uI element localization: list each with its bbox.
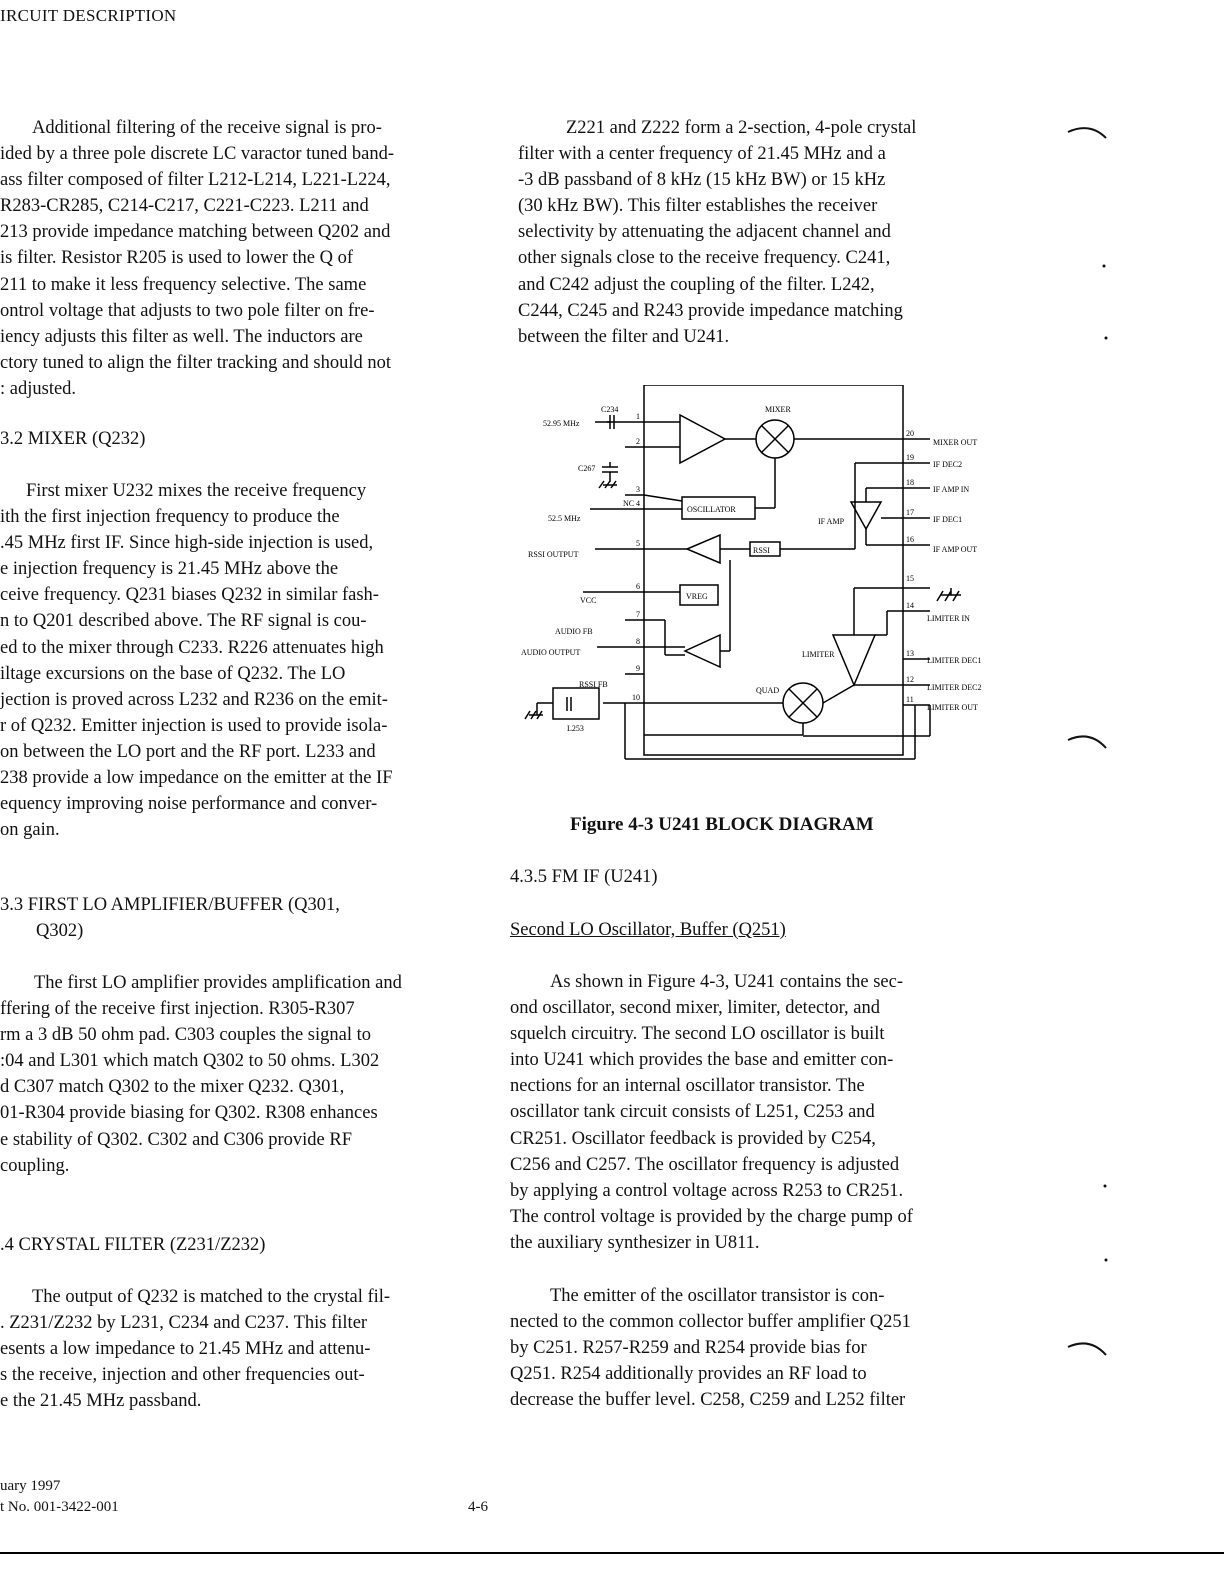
pin-number: 8 <box>636 637 640 646</box>
text-line: squelch circuitry. The second LO oscillator is built <box>510 1024 885 1045</box>
label-rssi-output: RSSI OUTPUT <box>528 550 579 559</box>
pin-number: 10 <box>632 693 640 702</box>
label-limiter-in: LIMITER IN <box>927 614 970 623</box>
text-line: . Z231/Z232 by L231, C234 and C237. This filter <box>0 1313 368 1334</box>
text-line: First mixer U232 mixes the receive frequency <box>26 481 367 501</box>
text-line: iency adjusts this filter as well. The inductors are <box>0 326 363 347</box>
text-line: jection is proved across L232 and R236 on the emit- <box>0 689 388 710</box>
text-line: ith the first injection frequency to produce the <box>0 507 340 528</box>
pin-number: 13 <box>906 649 914 658</box>
text-line: ided by a three pole discrete LC varactor tuned band- <box>0 144 394 165</box>
text-line: other signals close to the receive frequency. C241, <box>518 248 891 269</box>
section-heading-crystal: .4 CRYSTAL FILTER (Z231/Z232) <box>0 1235 266 1255</box>
text-line: e stability of Q302. C302 and C306 provide RF <box>0 1129 352 1150</box>
pin-number: 4 <box>636 499 640 508</box>
pin-number: 3 <box>636 485 640 494</box>
footer-rule <box>0 1552 1224 1554</box>
text-line: and C242 adjust the coupling of the filter. L242, <box>518 274 875 295</box>
label-c267: C267 <box>578 464 596 473</box>
label-rssi-fb: RSSI FB <box>579 680 608 689</box>
text-line: s the receive, injection and other frequencies out- <box>0 1365 365 1386</box>
right-para-3 <box>510 1283 911 1413</box>
label-c234: C234 <box>601 405 619 414</box>
text-line: CR251. Oscillator feedback is provided by C254, <box>510 1128 876 1149</box>
text-line: 213 provide impedance matching between Q202 and <box>0 222 391 243</box>
text-line: 211 to make it less frequency selective. The same <box>0 274 367 295</box>
left-para-3 <box>0 970 402 1179</box>
text-line: between the filter and U241. <box>518 326 730 347</box>
text-line: ontrol voltage that adjusts to two pole filter on fre- <box>0 300 375 321</box>
limiter-triangle <box>833 635 875 685</box>
text-line: C256 and C257. The oscillator frequency is adjusted <box>510 1154 900 1175</box>
amplifier-triangle <box>680 415 725 463</box>
pin-number: 12 <box>906 675 914 684</box>
label-quad: QUAD <box>756 686 780 695</box>
text-line: ceive frequency. Q231 biases Q232 in similar fash- <box>0 585 379 606</box>
label-rssi: RSSI <box>753 546 770 555</box>
margin-marks <box>1060 120 1150 1370</box>
label-limiter-dec1: LIMITER DEC1 <box>927 656 982 665</box>
footer-date-part <box>0 1476 119 1518</box>
pin-number: 11 <box>906 695 914 704</box>
label-if-dec2: IF DEC2 <box>933 460 963 469</box>
left-para-1 <box>0 115 394 402</box>
text-line: by C251. R257-R259 and R254 provide bias for <box>510 1338 867 1359</box>
label-nc: NC <box>623 499 635 508</box>
text-line: d C307 match Q302 to the mixer Q232. Q301, <box>0 1077 345 1098</box>
text-line: nected to the common collector buffer amplifier Q251 <box>510 1312 911 1333</box>
text-line: As shown in Figure 4-3, U241 contains the sec- <box>550 972 903 992</box>
footer-date: uary 1997 <box>0 1478 61 1494</box>
text-line: : adjusted. <box>0 378 77 399</box>
text-line: The output of Q232 is matched to the crystal fil- <box>32 1287 391 1307</box>
text-line: ass filter composed of filter L212-L214, L221-L224, <box>0 170 391 191</box>
text-line: r of Q232. Emitter injection is used to provide isola- <box>0 715 388 736</box>
left-para-4 <box>0 1284 390 1414</box>
label-freq1: 52.95 MHz <box>543 419 580 428</box>
text-line: coupling. <box>0 1155 70 1176</box>
text-line: iltage excursions on the base of Q232. The LO <box>0 663 346 684</box>
text-line: e the 21.45 MHz passband. <box>0 1391 202 1412</box>
label-limiter-out: LIMITER OUT <box>927 703 978 712</box>
pin-number: 15 <box>906 574 914 583</box>
heading-line: 3.3 FIRST LO AMPLIFIER/BUFFER (Q301, <box>0 895 340 915</box>
pin-number: 16 <box>906 535 914 544</box>
pin-number: 18 <box>906 478 914 487</box>
label-vcc: VCC <box>580 596 597 605</box>
text-line: Z221 and Z222 form a 2-section, 4-pole crystal <box>566 118 917 138</box>
pin-number: 7 <box>636 610 640 619</box>
label-audio-output: AUDIO OUTPUT <box>521 648 581 657</box>
text-line: selectivity by attenuating the adjacent channel and <box>518 222 891 243</box>
text-line: Additional filtering of the receive signal is pro- <box>32 118 382 138</box>
text-line: .45 MHz first IF. Since high-side injection is used, <box>0 533 374 554</box>
pin-number: 9 <box>636 664 640 673</box>
label-freq2: 52.5 MHz <box>548 514 581 523</box>
text-line: 01-R304 provide biasing for Q302. R308 enhances <box>0 1103 378 1124</box>
label-if-amp: IF AMP <box>818 517 845 526</box>
text-line: rm a 3 dB 50 ohm pad. C303 couples the signal to <box>0 1025 371 1046</box>
text-line: filter with a center frequency of 21.45 MHz and a <box>518 144 886 165</box>
pin-number: 17 <box>906 508 914 517</box>
text-line: R283-CR285, C214-C217, C221-C223. L211 and <box>0 196 369 217</box>
text-line: on gain. <box>0 820 60 841</box>
section-heading-fm-if: 4.3.5 FM IF (U241) <box>510 867 658 887</box>
figure-caption: Figure 4-3 U241 BLOCK DIAGRAM <box>570 814 874 835</box>
footer-part-number: t No. 001-3422-001 <box>0 1499 119 1515</box>
u241-block-diagram <box>515 385 1000 770</box>
label-vreg: VREG <box>686 592 708 601</box>
pin-number: 20 <box>906 429 914 438</box>
text-line: ctory tuned to align the filter tracking and should not <box>0 352 391 373</box>
text-line: esents a low impedance to 21.45 MHz and attenu- <box>0 1339 371 1360</box>
text-line: oscillator tank circuit consists of L251, C253 and <box>510 1102 875 1123</box>
pin-number: 6 <box>636 582 640 591</box>
pin-number: 19 <box>906 453 914 462</box>
text-line: C244, C245 and R243 provide impedance matching <box>518 300 903 321</box>
text-line: (30 kHz BW). This filter establishes the receiver <box>518 196 878 217</box>
text-line: e injection frequency is 21.45 MHz above the <box>0 559 339 580</box>
subsection-heading-second-lo: Second LO Oscillator, Buffer (Q251) <box>510 920 786 940</box>
label-limiter-dec2: LIMITER DEC2 <box>927 683 982 692</box>
label-if-amp-in: IF AMP IN <box>933 485 970 494</box>
label-mixer: MIXER <box>765 405 791 414</box>
section-heading-mixer: 3.2 MIXER (Q232) <box>0 429 146 449</box>
text-line: :04 and L301 which match Q302 to 50 ohms. L302 <box>0 1051 380 1072</box>
page-header: IRCUIT DESCRIPTION <box>0 6 177 25</box>
text-line: n to Q201 described above. The RF signal is cou- <box>0 611 367 632</box>
text-line: ed to the mixer through C233. R226 attenuates high <box>0 637 384 658</box>
right-para-1 <box>518 115 916 350</box>
label-mixer-out: MIXER OUT <box>933 438 978 447</box>
text-line: The control voltage is provided by the charge pump of <box>510 1206 913 1227</box>
label-l253: L253 <box>567 724 584 733</box>
pin-number: 1 <box>636 412 640 421</box>
page-number: 4-6 <box>468 1499 488 1515</box>
label-if-dec1: IF DEC1 <box>933 515 963 524</box>
heading-line: Q302) <box>36 921 84 941</box>
right-para-2 <box>510 969 913 1256</box>
text-line: Q251. R254 additionally provides an RF load to <box>510 1364 867 1385</box>
text-line: -3 dB passband of 8 kHz (15 kHz BW) or 15 kHz <box>518 170 886 191</box>
section-heading-first-lo <box>0 892 340 944</box>
label-oscillator: OSCILLATOR <box>687 505 736 514</box>
text-line: 238 provide a low impedance on the emitter at the IF <box>0 768 393 789</box>
text-line: The emitter of the oscillator transistor is con- <box>550 1286 885 1306</box>
text-line: by applying a control voltage across R253 to CR251. <box>510 1180 904 1201</box>
text-line: The first LO amplifier provides amplification and <box>34 973 402 993</box>
pin-number: 5 <box>636 539 640 548</box>
left-para-2 <box>0 478 393 843</box>
text-line: ffering of the receive first injection. R305-R307 <box>0 999 355 1020</box>
text-line: ond oscillator, second mixer, limiter, detector, and <box>510 998 881 1019</box>
text-line: the auxiliary synthesizer in U811. <box>510 1232 760 1253</box>
text-line: into U241 which provides the base and emitter con- <box>510 1050 894 1071</box>
l253-tank <box>553 688 599 719</box>
label-audio-fb: AUDIO FB <box>555 627 593 636</box>
pin-number: 14 <box>906 601 914 610</box>
text-line: nections for an internal oscillator transistor. The <box>510 1076 865 1097</box>
text-line: decrease the buffer level. C258, C259 and L252 filter <box>510 1390 906 1411</box>
pin-number: 2 <box>636 437 640 446</box>
label-if-amp-out: IF AMP OUT <box>933 545 978 554</box>
label-limiter: LIMITER <box>802 650 835 659</box>
text-line: on between the LO port and the RF port. L233 and <box>0 741 376 762</box>
text-line: is filter. Resistor R205 is used to lower the Q of <box>0 248 354 269</box>
text-line: equency improving noise performance and conver- <box>0 794 378 815</box>
